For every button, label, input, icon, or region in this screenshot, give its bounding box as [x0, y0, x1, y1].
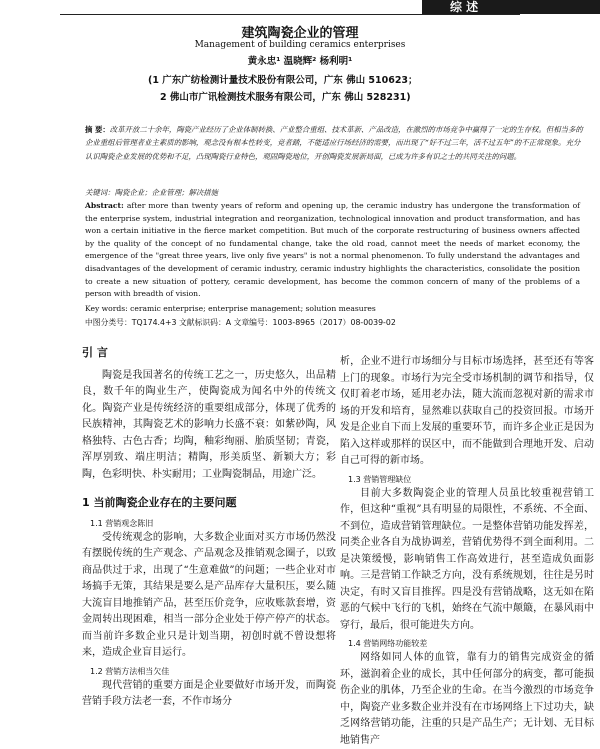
article-title-en: Management of building ceramics enterprises — [194, 40, 406, 50]
abstract-en-label: Abstract: — [85, 201, 124, 210]
section-1-heading: 1 当前陶瓷企业存在的主要问题 — [82, 496, 237, 509]
intro-heading: 引 言 — [82, 346, 108, 359]
section-tag: 综 述 — [422, 0, 600, 14]
section-1-3-paragraph: 目前大多数陶瓷企业的管理人员虽比较重视营销工作，但这种“重视”具有明显的局限性，不系统、不全面、不到位，造成营销管理缺位。一是整体营销功能发挥差，同类企业各自为战协调差，营销优势得不到全面利用。二是决策缓慢，影响销售工作高效进行，甚至造成负面影响。三是营销工作缺乏方向，没有系统规划，往往是另时决定，有时又盲目推挥。四是没有营销战略，这无如在陷恶的气候中飞行的飞机，始终在气流中颠簸，在暴风雨中穿行，最后，很可能进失方向。 — [340, 487, 594, 631]
abstract-cn-label: 摘 要： — [85, 125, 110, 134]
section-1-2-heading: 1.2 营销方法相当欠佳 — [90, 666, 170, 676]
abstract-en-text: after more than twenty years of reform and opening up, the ceramic industry has undergone the transformation of the enterprise system, industrial integration and reorganization, technological innovation and product transformation, and has won a certain initiative in the fierce market competition. But much of the corporate restructuring of business owners affected by the quality of the concept of no fundamental change, take the old road, cannot meet the needs of market economy, the emergence of the "great three years, live only five years" is not a normal phenomenon. To fully understand the advantages and disadvantages of the development of ceramic industry, ceramic industry highlights the characteristics, consolidate the position to create a new situation of pottery, ceramic development, has become the common concern of many of the problems of a person with breadth of vision. — [85, 201, 580, 299]
abstract-cn-text: 改革开放二十余年，陶瓷产业经历了企业体制转换、产业整合重组、技术革新、产品改造，在激烈的市场竞争中赢得了一定的生存权。但相当多的企业重组后管理者业主素质的影响，观念没有根本性转变，竞者踏，不能适应行场经济的需要，而出现了“好不过三年，活不过五年”的不正常现象。充分认识陶瓷企业发展的优势和不足，凸现陶瓷行业特色，观固陶瓷地位，开创陶瓷发展新局面，已成为许多有识之士的共同关注的问题。 — [85, 125, 583, 161]
keywords-en: Key words: ceramic enterprise; enterprise management; solution measures — [85, 304, 376, 313]
section-1-3-heading: 1.3 营销管理缺位 — [348, 474, 412, 484]
section-1-1-paragraph: 受传统观念的影响，大多数企业面对买方市场仍然没有摆脱传统的生产观念、产品观念及推销观念圈子，以致商品供过于求，出现了“生意难做”的问题；一些企业对市场搞手无策，其结果是要么是产品库存大量积压，要么随大流盲目地推销产品，甚至压价竞争，应收账款套增，资金周转出现困难，相当一部分企业处于停产停产的状态。而当前许多数企业只是计划当期，初创时就不曾设想将来，造成企业盲目运行。 — [82, 531, 336, 658]
header-rule — [60, 14, 520, 15]
section-1-4-heading: 1.4 营销网络功能较差 — [348, 639, 428, 648]
body-left-column — [82, 345, 336, 711]
affiliation-1: (1 广东广纺检测计量技术股份有限公司，广东 佛山 510623； — [148, 75, 418, 86]
article-title: 建筑陶瓷企业的管理 — [241, 26, 359, 41]
section-1-4-paragraph: 网络如同人体的血管，靠有力的销售完成资金的循环，滋润着企业的成长，其中任何部分的病变，都可能损伤企业的肌体，乃至企业的生命。在当今激烈的市场竞争中，陶瓷产业多数企业并没有在市场网络上下过功夫，缺乏网络营销功能，注重的只是产品生产；无计划、无目标地销售产 — [340, 652, 594, 746]
affiliation-2: 2 佛山市广讯检测技术服务有限公司，广东 佛山 528231) — [160, 92, 411, 103]
classification-line: 中图分类号：TQ174.4+3 文献标识码：A 文章编号：1003-8965（2017）08-0039-02 — [85, 318, 396, 327]
keywords-cn: 关键词：陶瓷企业；企业管理；解决措施 — [85, 188, 219, 197]
section-1-1-heading: 1.1 营销观念陈旧 — [90, 518, 154, 528]
continued-paragraph: 析，企业不进行市场细分与目标市场选择，甚至还有等客上门的现象。市场行为完全受市场机制的调节和指导，仅仅盯着老市场，延用老办法，随大流而忽视对新的需求市场的开发和培育，显然难以获取自己的投资回报。市场开发是企业自下而上发展的重要环节，而许多企业正是因为陷入这样或那样的误区中，而不能做到合理地开发、启动自己可得的新市场。 — [340, 356, 594, 466]
body-right-column — [340, 354, 594, 749]
authors: 黄永忠¹ 温晓辉² 杨利明¹ — [247, 56, 353, 67]
intro-paragraph: 陶瓷是我国著名的传统工艺之一，历史悠久，出品精良，数千年的陶业生产，使陶瓷成为闻名中外的传统文化。陶瓷产业是传统经济的重要组成部分，体现了优秀的民族精神，其陶瓷艺术的影响力长盛不衰：如紫砂陶，风格独特、古色古香；均陶，釉彩绚丽、胎质坚韧；青瓷，浑厚别致、端庄明洁；精陶，形美质坚、新颖大方；彩陶，色彩明快、朴实耐用；工业陶瓷制品，用途广泛。 — [82, 369, 336, 480]
abstract-en — [85, 200, 580, 301]
abstract-cn — [85, 123, 585, 163]
section-1-2-paragraph: 现代营销的重要方面是企业要做好市场开发，而陶瓷营销手段方法老一套，不作市场分 — [82, 679, 336, 707]
